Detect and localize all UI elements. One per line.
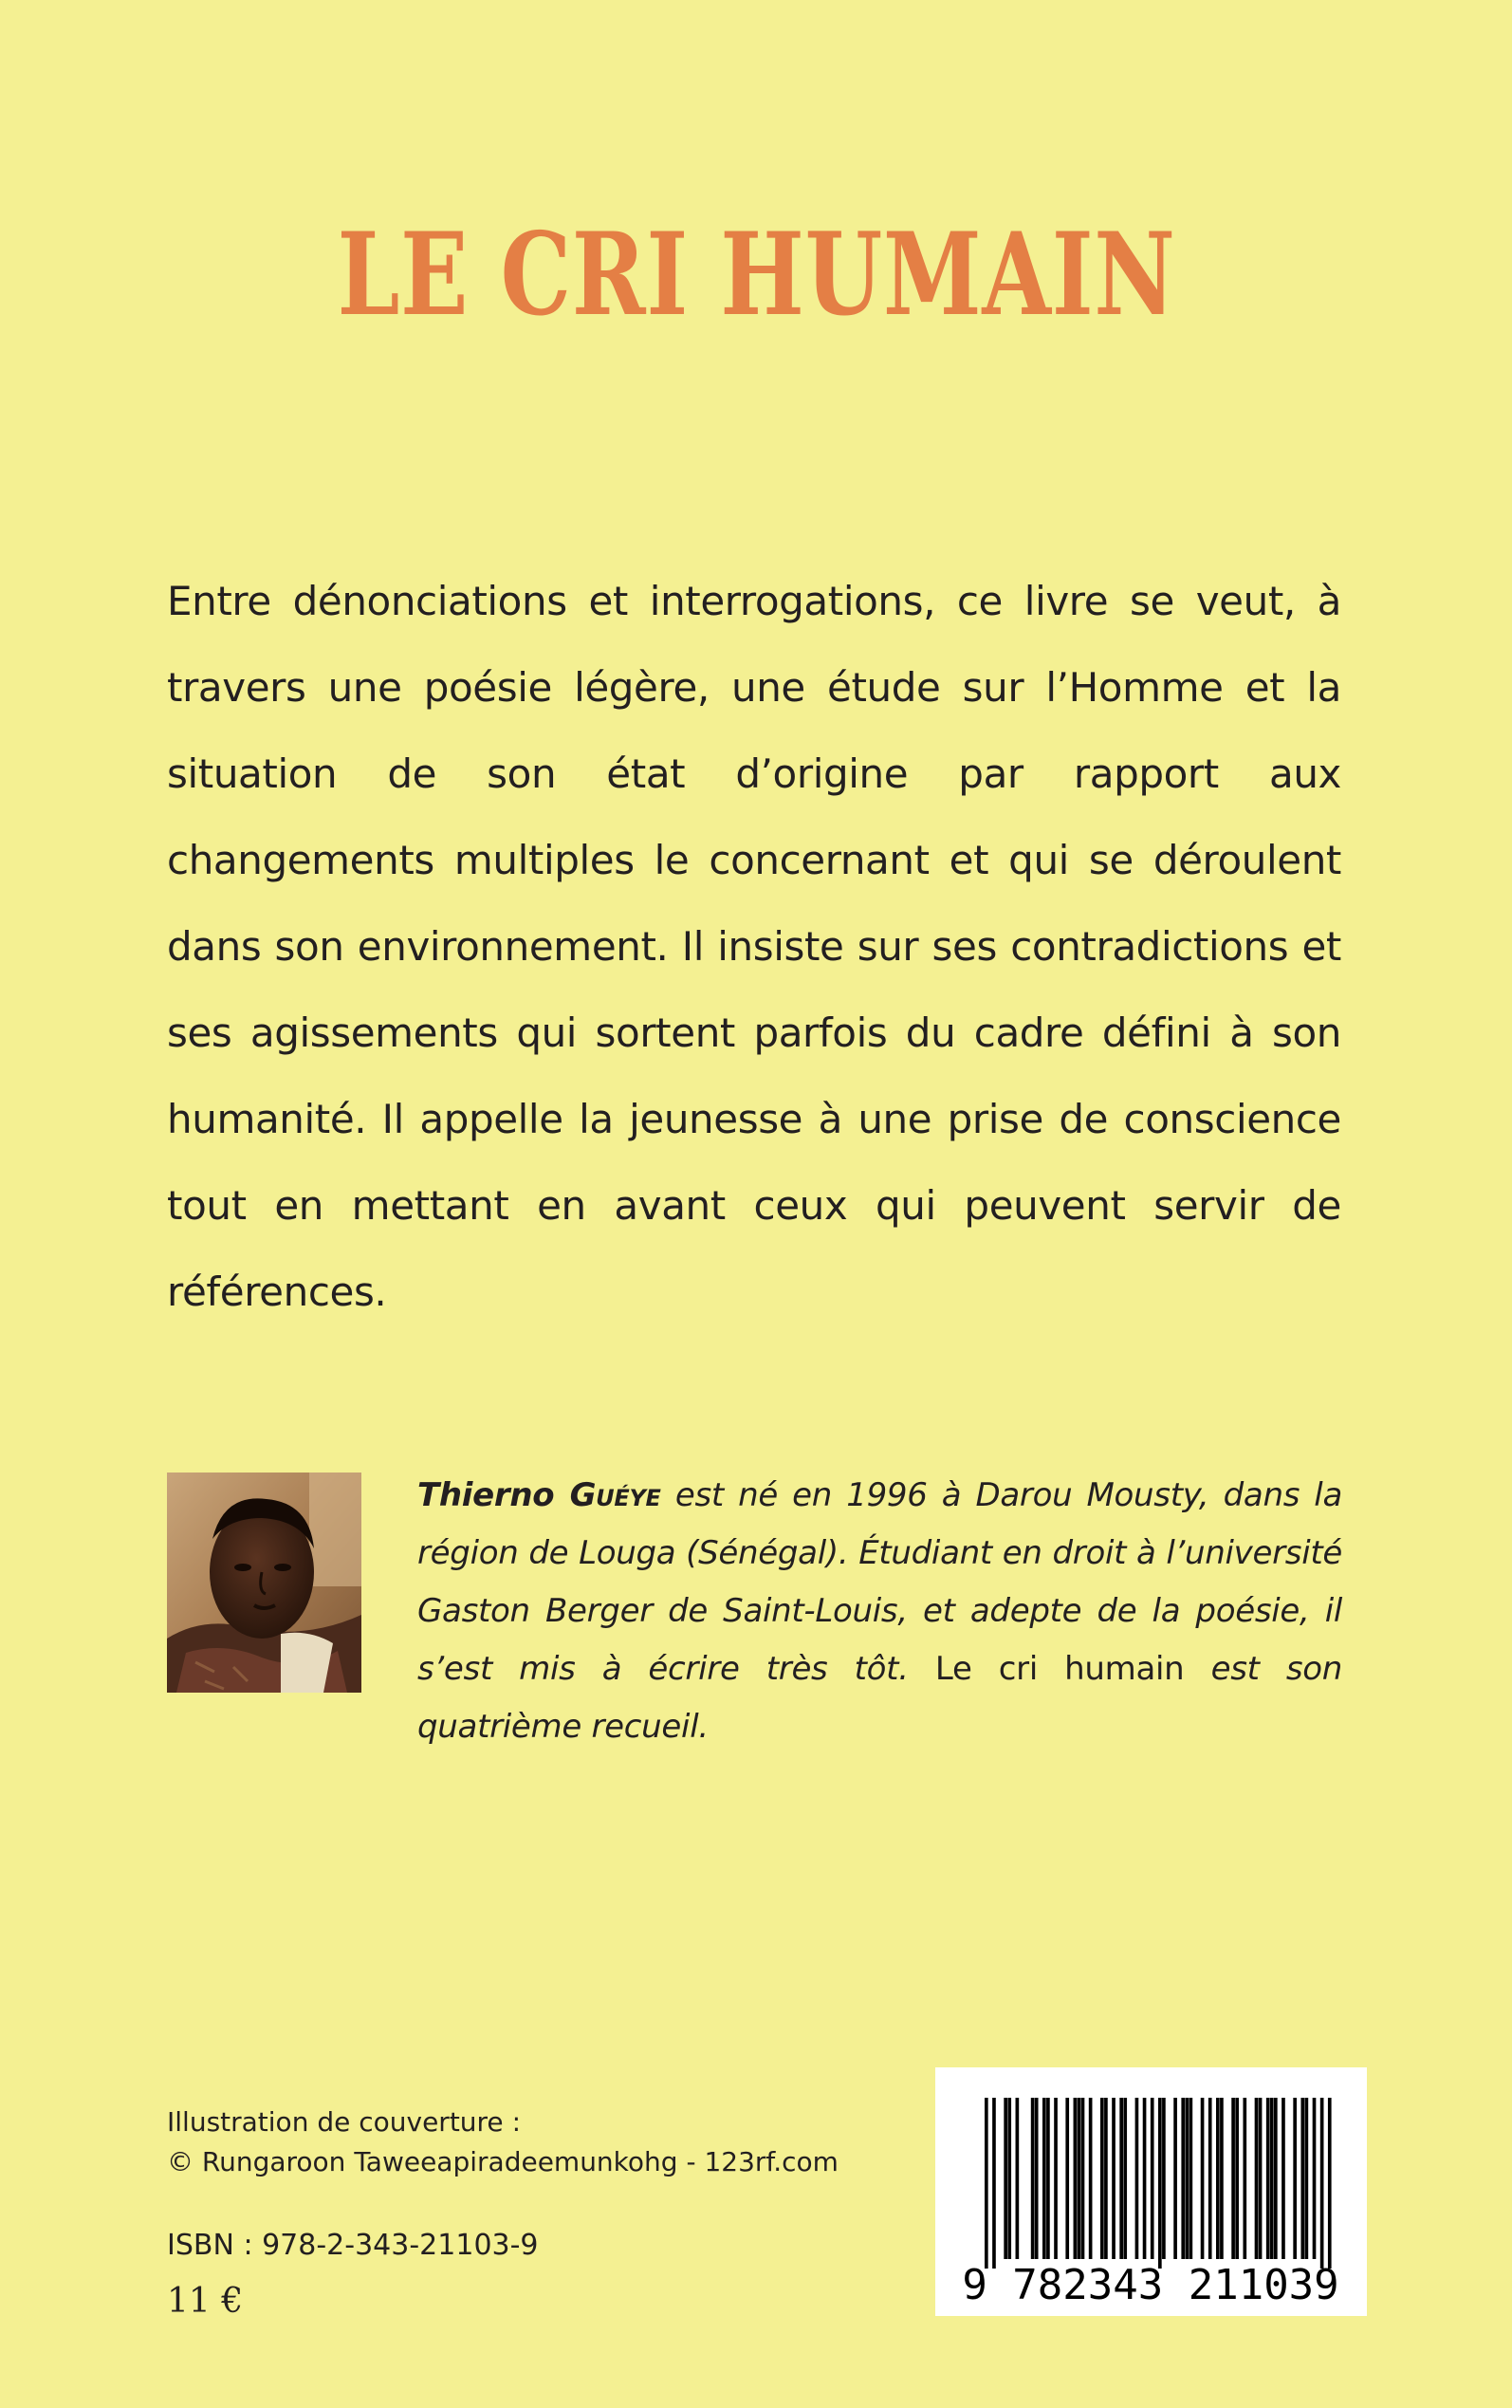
barcode-bar xyxy=(1158,2098,1162,2269)
barcode-bar xyxy=(1181,2098,1185,2259)
barcode-bar xyxy=(1300,2098,1304,2259)
back-cover-blurb: Entre dénonciations et interrogations, ce livre se veut, à travers une poésie légère, une étude sur l’Homme et la situation de son état d’origine par rapport aux changements multiples le concernant et qui se déroulent dans son environnement. Il insiste sur ses contradictions et ses agissements qui sortent parfois du cadre défini à son humanité. Il appelle la jeunesse à une prise de conscience tout en mettant en avant ceux qui peuvent servir de références. xyxy=(167,578,1341,1315)
barcode-bar xyxy=(1216,2098,1220,2259)
barcode-bar xyxy=(1112,2098,1116,2259)
author-photo xyxy=(167,1473,361,1693)
barcode-bar xyxy=(1007,2098,1011,2259)
barcode-bar xyxy=(1135,2098,1139,2259)
barcode-bar xyxy=(1255,2098,1259,2259)
barcode xyxy=(935,2067,1367,2316)
barcode-bar xyxy=(1305,2098,1309,2259)
barcode-bar xyxy=(1293,2098,1297,2259)
credits-value: © Rungaroon Taweeapiradeemunkohg - 123rf.com xyxy=(167,2146,839,2177)
barcode-bar xyxy=(1119,2098,1123,2259)
barcode-bar xyxy=(1235,2098,1239,2259)
barcode-bar xyxy=(1173,2098,1177,2259)
barcode-bar xyxy=(1004,2098,1007,2259)
barcode-bars xyxy=(985,2098,1332,2269)
barcode-bar xyxy=(1220,2098,1224,2259)
barcode-bar xyxy=(1162,2098,1166,2259)
barcode-bar xyxy=(1151,2098,1154,2259)
barcode-bar xyxy=(1201,2098,1205,2259)
price: 11 € xyxy=(167,2282,244,2321)
author-name: Thierno Guéye xyxy=(417,1476,661,1514)
illustration-credits xyxy=(167,2102,839,2182)
barcode-bar xyxy=(1074,2098,1078,2259)
barcode-bar xyxy=(1046,2098,1050,2259)
barcode-bar xyxy=(1266,2098,1270,2259)
barcode-bar xyxy=(1100,2098,1104,2259)
credits-label: Illustration de couverture : xyxy=(167,2106,521,2138)
barcode-bar xyxy=(1208,2098,1212,2259)
barcode-bar xyxy=(1274,2098,1278,2259)
barcode-bar xyxy=(1104,2098,1108,2259)
barcode-bar xyxy=(1189,2098,1193,2259)
barcode-bar xyxy=(1328,2098,1332,2269)
barcode-bar xyxy=(1313,2098,1317,2259)
barcode-bar xyxy=(1243,2098,1246,2259)
barcode-bar xyxy=(1031,2098,1035,2259)
barcode-bar xyxy=(1065,2098,1069,2259)
barcode-bar xyxy=(1054,2098,1058,2259)
barcode-digits: 9 782343 211039 xyxy=(962,2261,1339,2309)
barcode-bar xyxy=(1282,2098,1285,2259)
barcode-bar xyxy=(985,2098,988,2269)
barcode-bar xyxy=(1320,2098,1324,2269)
isbn: ISBN : 978-2-343-21103-9 xyxy=(167,2229,539,2262)
barcode-bar xyxy=(1042,2098,1046,2259)
barcode-bar xyxy=(1078,2098,1081,2259)
barcode-bar xyxy=(1143,2098,1147,2259)
barcode-bar xyxy=(992,2098,996,2269)
book-title-reference: Le cri humain xyxy=(934,1650,1185,1688)
barcode-bar xyxy=(1185,2098,1189,2259)
barcode-bar xyxy=(1123,2098,1127,2259)
barcode-bar xyxy=(1259,2098,1263,2259)
barcode-bar xyxy=(1016,2098,1020,2259)
book-title: LE CRI HUMAIN xyxy=(337,208,1176,342)
barcode-bar xyxy=(1270,2098,1274,2259)
barcode-bar xyxy=(1035,2098,1039,2259)
author-bio: Thierno Guéye est né en 1996 à Darou Mousty, dans la région de Louga (Sénégal). Étudiant en droit à l’université Gaston Berger de Saint-Louis, et adepte de la poésie, il s’est mis à écrire très tôt. Le cri humain est son quatrième recueil. xyxy=(417,1476,1342,1746)
barcode-bar xyxy=(1089,2098,1093,2259)
barcode-bar xyxy=(1081,2098,1085,2259)
barcode-bar xyxy=(1231,2098,1235,2259)
